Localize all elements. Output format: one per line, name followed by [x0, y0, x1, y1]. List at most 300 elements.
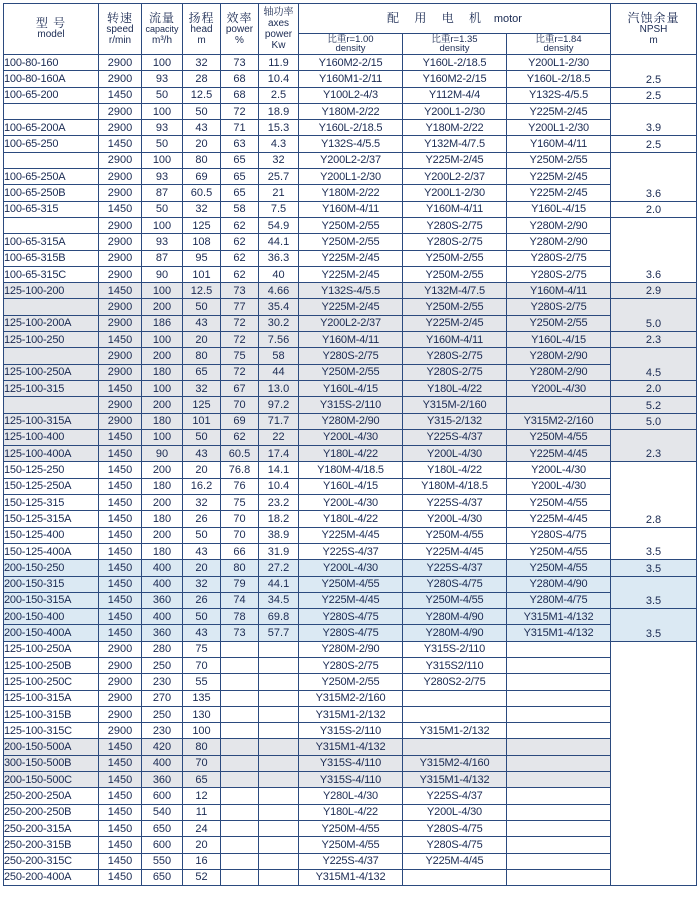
speed-cell: 2900 — [99, 723, 142, 739]
speed-cell: 1450 — [99, 462, 142, 478]
efficiency-cell: 79 — [221, 576, 259, 592]
head-cell: 50 — [183, 527, 221, 543]
capacity-cell: 90 — [142, 446, 183, 462]
motor-density-3-cell — [507, 804, 611, 820]
motor-density-3-cell: Y250M-4/55 — [507, 429, 611, 445]
motor-density-3-cell: Y160L-4/15 — [507, 201, 611, 217]
axes-power-cell: 4.3 — [259, 136, 299, 152]
efficiency-cell: 71 — [221, 120, 259, 136]
header-axes-power-zh: 轴功率 — [263, 7, 294, 18]
efficiency-cell: 69 — [221, 413, 259, 429]
motor-density-3-cell — [507, 397, 611, 413]
motor-density-3-cell: Y280M-4/90 — [507, 576, 611, 592]
capacity-cell: 400 — [142, 560, 183, 576]
model-cell — [4, 103, 99, 119]
motor-density-2-cell: Y250M-2/55 — [403, 266, 507, 282]
motor-density-3-cell: Y280S-2/75 — [507, 299, 611, 315]
motor-density-3-cell: Y200L-4/30 — [507, 380, 611, 396]
efficiency-cell: 75 — [221, 348, 259, 364]
model-cell: 125-100-250 — [4, 332, 99, 348]
model-cell: 150-125-400A — [4, 543, 99, 559]
efficiency-cell: 67 — [221, 380, 259, 396]
capacity-cell: 50 — [142, 87, 183, 103]
motor-density-2-cell: Y112M-4/4 — [403, 87, 507, 103]
header-model-zh: 型 号 — [35, 16, 67, 30]
table-row — [4, 772, 697, 788]
table-row — [4, 299, 697, 315]
table-row — [4, 804, 697, 820]
speed-cell: 1450 — [99, 788, 142, 804]
motor-density-1-cell: Y250M-2/55 — [299, 674, 403, 690]
header-density-3-label: 比重r=1.84 — [535, 34, 582, 45]
head-cell: 135 — [183, 690, 221, 706]
model-cell: 150-125-250 — [4, 462, 99, 478]
motor-density-1-cell: Y280S-2/75 — [299, 657, 403, 673]
motor-density-1-cell: Y280M-2/90 — [299, 641, 403, 657]
header-density-1-en: density — [335, 43, 366, 54]
model-cell: 125-100-315C — [4, 723, 99, 739]
speed-cell: 1450 — [99, 136, 142, 152]
header-density-3 — [507, 34, 611, 55]
speed-cell: 2900 — [99, 413, 142, 429]
efficiency-cell — [221, 739, 259, 755]
efficiency-cell — [221, 674, 259, 690]
speed-cell: 1450 — [99, 609, 142, 625]
speed-cell: 1450 — [99, 429, 142, 445]
motor-density-1-cell: Y250M-4/55 — [299, 576, 403, 592]
motor-density-1-cell: Y250M-2/55 — [299, 364, 403, 380]
efficiency-cell: 70 — [221, 397, 259, 413]
motor-density-1-cell: Y280S-4/75 — [299, 625, 403, 641]
motor-density-1-cell: Y180M-2/22 — [299, 103, 403, 119]
motor-density-1-cell: Y315M1-4/132 — [299, 739, 403, 755]
model-cell: 100-80-160A — [4, 71, 99, 87]
table-row — [4, 152, 697, 168]
efficiency-cell: 74 — [221, 592, 259, 608]
table-header — [4, 4, 697, 55]
motor-density-1-cell: Y132S-4/5.5 — [299, 283, 403, 299]
motor-density-2-cell: Y200L2-2/37 — [403, 169, 507, 185]
efficiency-cell: 77 — [221, 299, 259, 315]
axes-power-cell: 15.3 — [259, 120, 299, 136]
model-cell — [4, 152, 99, 168]
speed-cell: 1450 — [99, 511, 142, 527]
motor-density-2-cell: Y225M-2/45 — [403, 152, 507, 168]
model-cell: 125-100-400A — [4, 446, 99, 462]
motor-density-2-cell: Y160M-4/11 — [403, 201, 507, 217]
axes-power-cell — [259, 755, 299, 771]
head-cell: 101 — [183, 266, 221, 282]
speed-cell: 2900 — [99, 348, 142, 364]
motor-density-3-cell: Y250M-4/55 — [507, 495, 611, 511]
motor-density-1-cell: Y250M-4/55 — [299, 837, 403, 853]
head-cell: 52 — [183, 869, 221, 885]
motor-density-1-cell: Y200L-4/30 — [299, 560, 403, 576]
head-cell: 16 — [183, 853, 221, 869]
model-cell: 125-100-250A — [4, 364, 99, 380]
table-row — [4, 543, 697, 559]
speed-cell: 1450 — [99, 592, 142, 608]
axes-power-cell: 17.4 — [259, 446, 299, 462]
speed-cell: 2900 — [99, 169, 142, 185]
axes-power-cell: 14.1 — [259, 462, 299, 478]
model-cell — [4, 299, 99, 315]
pump-spec-table — [3, 3, 697, 886]
axes-power-cell: 7.56 — [259, 332, 299, 348]
motor-density-3-cell — [507, 674, 611, 690]
head-cell: 20 — [183, 136, 221, 152]
motor-density-2-cell: Y225S-4/37 — [403, 560, 507, 576]
motor-density-1-cell: Y100L2-4/3 — [299, 87, 403, 103]
speed-cell: 2900 — [99, 152, 142, 168]
head-cell: 125 — [183, 397, 221, 413]
axes-power-cell: 2.5 — [259, 87, 299, 103]
motor-density-3-cell: Y280M-2/90 — [507, 364, 611, 380]
speed-cell: 2900 — [99, 266, 142, 282]
header-axes-power-en1: axes — [267, 18, 290, 29]
motor-density-1-cell: Y315M1-4/132 — [299, 869, 403, 885]
efficiency-cell: 72 — [221, 315, 259, 331]
motor-density-2-cell: Y132M-4/7.5 — [403, 136, 507, 152]
header-axes-power-unit: Kw — [271, 40, 286, 51]
speed-cell: 2900 — [99, 657, 142, 673]
speed-cell: 2900 — [99, 185, 142, 201]
efficiency-cell: 70 — [221, 511, 259, 527]
axes-power-cell: 10.4 — [259, 71, 299, 87]
header-npsh-en: NPSH — [639, 23, 668, 35]
motor-density-2-cell: Y225S-4/37 — [403, 788, 507, 804]
speed-cell: 1450 — [99, 380, 142, 396]
table-row — [4, 380, 697, 396]
model-cell: 100-65-315A — [4, 234, 99, 250]
motor-density-3-cell: Y280S-2/75 — [507, 266, 611, 282]
table-row — [4, 234, 697, 250]
motor-density-1-cell: Y315M2-2/160 — [299, 690, 403, 706]
motor-density-1-cell: Y180M-4/18.5 — [299, 462, 403, 478]
table-row — [4, 739, 697, 755]
model-cell: 150-125-315A — [4, 511, 99, 527]
motor-density-1-cell: Y225S-4/37 — [299, 853, 403, 869]
capacity-cell: 540 — [142, 804, 183, 820]
table-row — [4, 723, 697, 739]
table-row — [4, 755, 697, 771]
axes-power-cell — [259, 739, 299, 755]
motor-density-1-cell: Y315S-2/110 — [299, 723, 403, 739]
table-row — [4, 462, 697, 478]
motor-density-2-cell: Y315S-2/110 — [403, 641, 507, 657]
motor-density-3-cell: Y200L1-2/30 — [507, 55, 611, 71]
motor-density-2-cell: Y280S-4/75 — [403, 837, 507, 853]
capacity-cell: 550 — [142, 853, 183, 869]
head-cell: 65 — [183, 364, 221, 380]
motor-density-1-cell: Y225M-2/45 — [299, 250, 403, 266]
capacity-cell: 180 — [142, 413, 183, 429]
model-cell: 150-125-315 — [4, 495, 99, 511]
motor-density-2-cell: Y280M-4/90 — [403, 625, 507, 641]
axes-power-cell: 32 — [259, 152, 299, 168]
axes-power-cell — [259, 853, 299, 869]
motor-density-1-cell: Y315M1-2/132 — [299, 706, 403, 722]
capacity-cell: 200 — [142, 348, 183, 364]
table-row — [4, 397, 697, 413]
header-head-unit: m — [197, 34, 206, 46]
axes-power-cell: 97.2 — [259, 397, 299, 413]
npsh-cell — [611, 641, 697, 885]
capacity-cell: 90 — [142, 266, 183, 282]
motor-density-3-cell — [507, 772, 611, 788]
capacity-cell: 400 — [142, 755, 183, 771]
head-cell: 43 — [183, 543, 221, 559]
model-cell: 125-100-315A — [4, 690, 99, 706]
capacity-cell: 93 — [142, 169, 183, 185]
npsh-cell: 3.5 — [611, 527, 697, 560]
motor-density-3-cell: Y280S-2/75 — [507, 250, 611, 266]
motor-density-1-cell: Y200L-4/30 — [299, 495, 403, 511]
npsh-cell: 5.2 — [611, 397, 697, 413]
capacity-cell: 420 — [142, 739, 183, 755]
capacity-cell: 600 — [142, 837, 183, 853]
model-cell — [4, 348, 99, 364]
motor-density-2-cell: Y132M-4/7.5 — [403, 283, 507, 299]
head-cell: 80 — [183, 348, 221, 364]
motor-density-3-cell — [507, 788, 611, 804]
axes-power-cell — [259, 804, 299, 820]
model-cell: 200-150-500C — [4, 772, 99, 788]
header-model-en: model — [37, 29, 65, 40]
model-cell: 125-100-250B — [4, 657, 99, 673]
speed-cell: 1450 — [99, 837, 142, 853]
speed-cell: 1450 — [99, 576, 142, 592]
npsh-cell: 3.6 — [611, 217, 697, 282]
motor-density-2-cell: Y200L1-2/30 — [403, 103, 507, 119]
model-cell: 100-65-250A — [4, 169, 99, 185]
header-speed-unit: r/min — [108, 34, 132, 46]
motor-density-1-cell: Y315S-2/110 — [299, 397, 403, 413]
model-cell: 200-150-315 — [4, 576, 99, 592]
motor-density-3-cell — [507, 690, 611, 706]
head-cell: 26 — [183, 511, 221, 527]
motor-density-2-cell: Y280M-4/90 — [403, 609, 507, 625]
model-cell: 200-150-315A — [4, 592, 99, 608]
model-cell: 250-200-315C — [4, 853, 99, 869]
npsh-cell: 5.0 — [611, 413, 697, 429]
table-row — [4, 87, 697, 103]
motor-density-2-cell: Y315M1-2/132 — [403, 723, 507, 739]
motor-density-2-cell: Y225M-4/45 — [403, 543, 507, 559]
efficiency-cell: 65 — [221, 169, 259, 185]
speed-cell: 1450 — [99, 478, 142, 494]
header-motor — [299, 4, 611, 34]
motor-density-3-cell: Y225M-4/45 — [507, 446, 611, 462]
speed-cell: 2900 — [99, 397, 142, 413]
motor-density-2-cell — [403, 739, 507, 755]
motor-density-2-cell: Y280S2-2/75 — [403, 674, 507, 690]
npsh-cell: 2.3 — [611, 332, 697, 348]
speed-cell: 2900 — [99, 690, 142, 706]
capacity-cell: 100 — [142, 283, 183, 299]
motor-density-2-cell: Y160M2-2/15 — [403, 71, 507, 87]
axes-power-cell: 54.9 — [259, 217, 299, 233]
efficiency-cell: 72 — [221, 364, 259, 380]
head-cell: 32 — [183, 201, 221, 217]
header-npsh-unit: m — [649, 34, 658, 46]
axes-power-cell: 35.4 — [259, 299, 299, 315]
motor-density-2-cell: Y200L-4/30 — [403, 804, 507, 820]
motor-density-2-cell: Y200L-4/30 — [403, 446, 507, 462]
efficiency-cell — [221, 837, 259, 853]
speed-cell: 1450 — [99, 804, 142, 820]
head-cell: 50 — [183, 103, 221, 119]
head-cell: 32 — [183, 380, 221, 396]
motor-density-1-cell: Y280S-2/75 — [299, 348, 403, 364]
header-npsh — [611, 4, 697, 55]
motor-density-3-cell: Y225M-4/45 — [507, 511, 611, 527]
header-density-1 — [299, 34, 403, 55]
speed-cell: 2900 — [99, 103, 142, 119]
axes-power-cell: 11.9 — [259, 55, 299, 71]
motor-density-2-cell: Y280S-2/75 — [403, 364, 507, 380]
npsh-cell: 2.5 — [611, 55, 697, 88]
motor-density-3-cell: Y160L-4/15 — [507, 332, 611, 348]
motor-density-3-cell: Y280M-2/90 — [507, 217, 611, 233]
head-cell: 50 — [183, 609, 221, 625]
head-cell: 26 — [183, 592, 221, 608]
motor-density-2-cell: Y225M-2/45 — [403, 315, 507, 331]
efficiency-cell: 72 — [221, 332, 259, 348]
head-cell: 125 — [183, 217, 221, 233]
model-cell — [4, 217, 99, 233]
model-cell: 100-80-160 — [4, 55, 99, 71]
npsh-cell: 2.3 — [611, 429, 697, 462]
motor-density-1-cell: Y180L-4/22 — [299, 804, 403, 820]
model-cell: 250-200-315B — [4, 837, 99, 853]
head-cell: 130 — [183, 706, 221, 722]
axes-power-cell: 57.7 — [259, 625, 299, 641]
motor-density-1-cell: Y160L-4/15 — [299, 478, 403, 494]
motor-density-3-cell — [507, 853, 611, 869]
head-cell: 43 — [183, 446, 221, 462]
table-row — [4, 527, 697, 543]
efficiency-cell: 68 — [221, 87, 259, 103]
capacity-cell: 280 — [142, 641, 183, 657]
table-row — [4, 71, 697, 87]
motor-density-2-cell: Y250M-4/55 — [403, 592, 507, 608]
axes-power-cell — [259, 641, 299, 657]
speed-cell: 1450 — [99, 625, 142, 641]
head-cell: 55 — [183, 674, 221, 690]
model-cell: 200-150-400A — [4, 625, 99, 641]
model-cell: 100-65-250 — [4, 136, 99, 152]
efficiency-cell: 62 — [221, 266, 259, 282]
header-capacity-en: capacity — [145, 23, 179, 34]
model-cell: 100-65-315 — [4, 201, 99, 217]
head-cell: 32 — [183, 495, 221, 511]
motor-density-3-cell: Y225M-2/45 — [507, 169, 611, 185]
npsh-cell: 3.6 — [611, 152, 697, 201]
header-efficiency-unit: % — [235, 34, 244, 46]
model-cell: 100-65-315C — [4, 266, 99, 282]
table-row — [4, 217, 697, 233]
speed-cell: 1450 — [99, 869, 142, 885]
motor-density-3-cell: Y225M-2/45 — [507, 185, 611, 201]
head-cell: 70 — [183, 755, 221, 771]
model-cell: 100-65-200A — [4, 120, 99, 136]
motor-density-1-cell: Y225M-2/45 — [299, 299, 403, 315]
speed-cell: 2900 — [99, 674, 142, 690]
table-row — [4, 837, 697, 853]
efficiency-cell: 62 — [221, 429, 259, 445]
speed-cell: 2900 — [99, 217, 142, 233]
axes-power-cell: 58 — [259, 348, 299, 364]
head-cell: 43 — [183, 120, 221, 136]
efficiency-cell — [221, 869, 259, 885]
head-cell: 108 — [183, 234, 221, 250]
head-cell: 70 — [183, 657, 221, 673]
efficiency-cell — [221, 804, 259, 820]
capacity-cell: 87 — [142, 185, 183, 201]
efficiency-cell: 76.8 — [221, 462, 259, 478]
capacity-cell: 600 — [142, 788, 183, 804]
axes-power-cell — [259, 837, 299, 853]
motor-density-3-cell: Y250M-2/55 — [507, 315, 611, 331]
efficiency-cell — [221, 853, 259, 869]
axes-power-cell: 36.3 — [259, 250, 299, 266]
motor-density-3-cell: Y200L-4/30 — [507, 478, 611, 494]
table-row — [4, 869, 697, 885]
axes-power-cell: 30.2 — [259, 315, 299, 331]
motor-density-1-cell: Y225M-4/45 — [299, 527, 403, 543]
efficiency-cell — [221, 641, 259, 657]
axes-power-cell: 44 — [259, 364, 299, 380]
axes-power-cell: 13.0 — [259, 380, 299, 396]
capacity-cell: 180 — [142, 478, 183, 494]
speed-cell: 1450 — [99, 543, 142, 559]
efficiency-cell: 73 — [221, 625, 259, 641]
table-row — [4, 495, 697, 511]
axes-power-cell — [259, 788, 299, 804]
efficiency-cell — [221, 820, 259, 836]
motor-density-3-cell: Y200L1-2/30 — [507, 120, 611, 136]
header-axes-power-en2: power — [264, 29, 293, 40]
motor-density-3-cell: Y200L-4/30 — [507, 462, 611, 478]
motor-density-2-cell: Y200L-4/30 — [403, 511, 507, 527]
motor-density-3-cell — [507, 869, 611, 885]
capacity-cell: 100 — [142, 332, 183, 348]
model-cell: 250-200-400A — [4, 869, 99, 885]
header-density-2-label: 比重r=1.35 — [431, 34, 478, 45]
head-cell: 43 — [183, 315, 221, 331]
header-motor-en: motor — [493, 12, 522, 25]
efficiency-cell: 60.5 — [221, 446, 259, 462]
model-cell: 200-150-250 — [4, 560, 99, 576]
efficiency-cell — [221, 690, 259, 706]
head-cell: 12.5 — [183, 87, 221, 103]
motor-density-1-cell: Y315S-4/110 — [299, 755, 403, 771]
axes-power-cell: 22 — [259, 429, 299, 445]
npsh-cell: 2.5 — [611, 136, 697, 152]
capacity-cell: 93 — [142, 234, 183, 250]
capacity-cell: 230 — [142, 723, 183, 739]
model-cell: 100-65-200 — [4, 87, 99, 103]
table-row — [4, 364, 697, 380]
table-row — [4, 641, 697, 657]
npsh-cell: 2.0 — [611, 380, 697, 396]
table-row — [4, 315, 697, 331]
header-axes-power — [259, 4, 299, 55]
motor-density-2-cell: Y280S-2/75 — [403, 234, 507, 250]
motor-density-3-cell — [507, 641, 611, 657]
capacity-cell: 93 — [142, 120, 183, 136]
